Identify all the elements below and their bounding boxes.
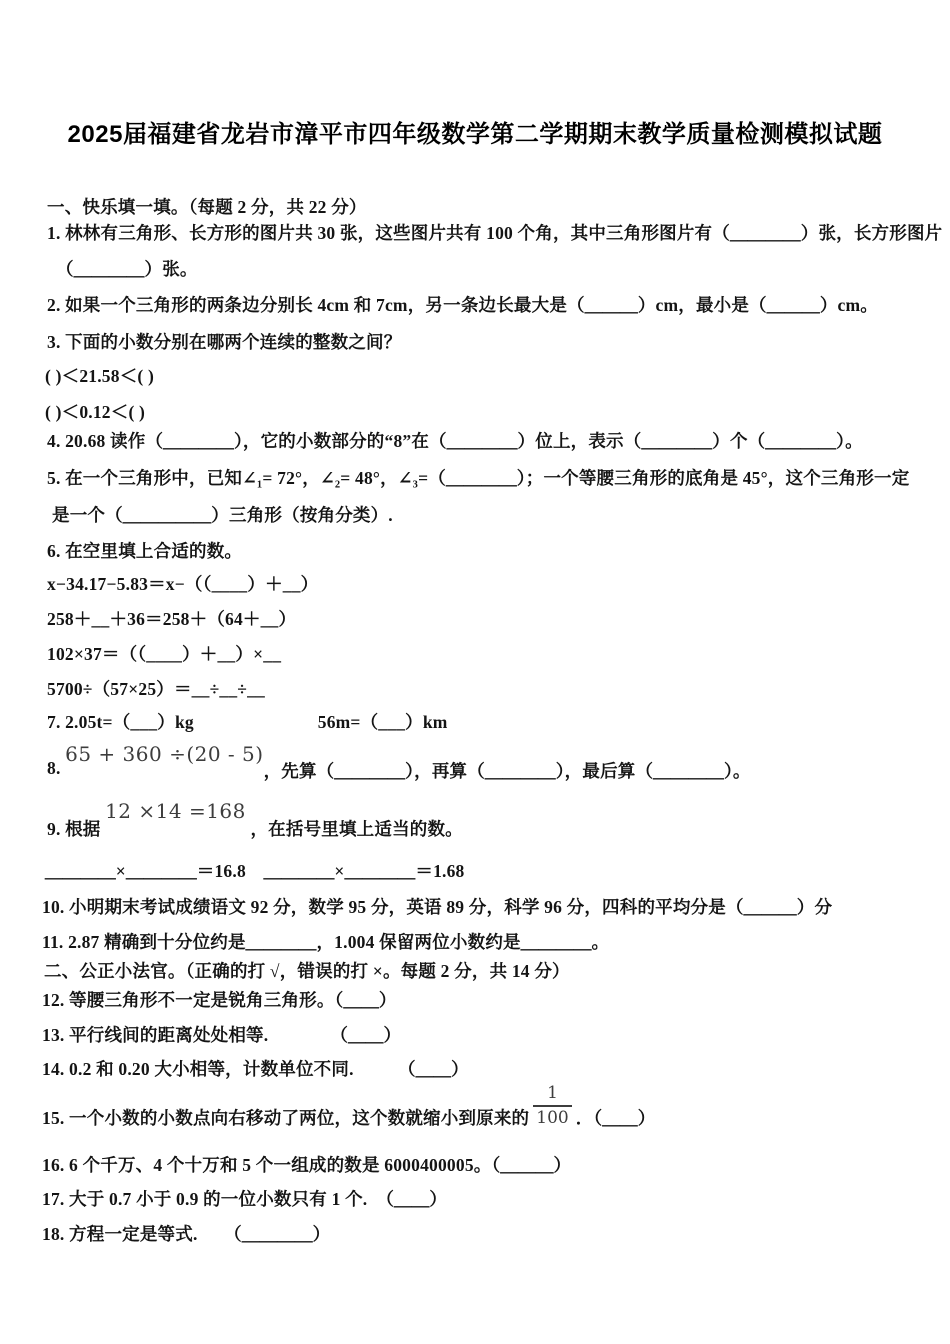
fraction-numerator: 1 [547, 1083, 558, 1103]
section-1-heading: 一、快乐填一填。（每题 2 分，共 22 分） [47, 197, 367, 217]
question-13: 13. 平行线间的距离处处相等. （＿＿） [42, 1025, 402, 1045]
question-5-line-1: 5. 在一个三角形中，已知∠₁= 72°，∠₂= 48°，∠₃=（＿＿＿＿）；一个等腰三角形的底角是 45°，这个三角形一定 [47, 468, 910, 488]
question-3-answer-line-2: ( )＜0.12＜( ) [45, 402, 146, 422]
question-10: 10. 小明期末考试成绩语文 92 分，数学 95 分，英语 89 分，科学 96 分，四科的平均分是（＿＿＿）分 [42, 897, 833, 917]
question-3: 3. 下面的小数分别在哪两个连续的整数之间？ [47, 332, 402, 352]
question-18: 18. 方程一定是等式. （＿＿＿＿） [42, 1224, 331, 1244]
question-8-number: 8. [47, 758, 66, 778]
question-1-line-1: 1. 林林有三角形、长方形的图片共 30 张，这些图片共有 100 个角，其中三角形图片有（＿＿＿＿）张，长方形图片 [47, 223, 943, 243]
question-4: 4. 20.68 读作（＿＿＿＿），它的小数部分的“8”在（＿＿＿＿）位上，表示（＿＿＿＿）个（＿＿＿＿）。 [47, 431, 863, 451]
question-1-line-2: （＿＿＿＿）张。 [56, 259, 198, 279]
question-5-line-2: 是一个（＿＿＿＿＿）三角形（按角分类）. [52, 505, 393, 525]
question-6-equation-1: x−34.17−5.83＝x−（（____）＋__） [47, 574, 319, 594]
question-15 [42, 1085, 655, 1130]
question-17: 17. 大于 0.7 小于 0.9 的一位小数只有 1 个. （＿＿） [42, 1189, 448, 1209]
question-15-fraction [533, 1085, 571, 1127]
question-3-answer-line-1: ( )＜21.58＜( ) [45, 366, 155, 386]
question-9-math-expression: 12 ×14 =168 [105, 799, 246, 823]
question-16: 16. 6 个千万、4 个十万和 5 个一组成的数是 6000400005。（＿＿＿） [42, 1155, 572, 1175]
fraction-denominator: 100 [533, 1105, 571, 1127]
question-15-prefix: 15. 一个小数的小数点向右移动了两位，这个数就缩小到原来的 [42, 1108, 530, 1128]
page-title: 2025届福建省龙岩市漳平市四年级数学第二学期期末教学质量检测模拟试题 [67, 121, 883, 148]
question-14: 14. 0.2 和 0.20 大小相等，计数单位不同. （＿＿） [42, 1059, 469, 1079]
question-15-suffix: ．（＿＿） [575, 1108, 656, 1128]
question-8 [47, 742, 751, 783]
question-11: 11. 2.87 精确到十分位约是＿＿＿＿，1.004 保留两位小数约是＿＿＿＿。 [42, 932, 610, 952]
question-9 [47, 799, 463, 841]
question-9-blanks: ＿＿＿＿×＿＿＿＿＝16.8 ＿＿＿＿×＿＿＿＿＝1.68 [45, 861, 465, 881]
question-2: 2. 如果一个三角形的两条边分别长 4cm 和 7cm，另一条边长最大是（＿＿＿）cm，最小是（＿＿＿）cm。 [47, 295, 879, 315]
question-9-suffix: ，在括号里填上适当的数。 [245, 819, 463, 839]
question-9-prefix: 9. 根据 [47, 819, 106, 839]
question-6-equation-2: 258＋__＋36＝258＋（64＋__） [47, 609, 297, 629]
question-12: 12. 等腰三角形不一定是锐角三角形。（＿＿） [42, 990, 397, 1010]
question-8-math-expression: 65 + 360 ÷(20 - 5) [65, 742, 264, 766]
question-7: 7. 2.05t=（___）kg 56m=（___）km [47, 712, 448, 732]
question-6-equation-3: 102×37＝（（____）＋__）×__ [47, 644, 282, 664]
question-6-equation-4: 5700÷（57×25）＝__÷__÷__ [47, 679, 265, 699]
section-2-heading: 二、公正小法官。（正确的打 √，错误的打 ×。每题 2 分，共 14 分） [44, 961, 570, 981]
question-8-text: ，先算（＿＿＿＿），再算（＿＿＿＿），最后算（＿＿＿＿）。 [263, 761, 751, 781]
question-6: 6. 在空里填上合适的数。 [47, 541, 243, 561]
